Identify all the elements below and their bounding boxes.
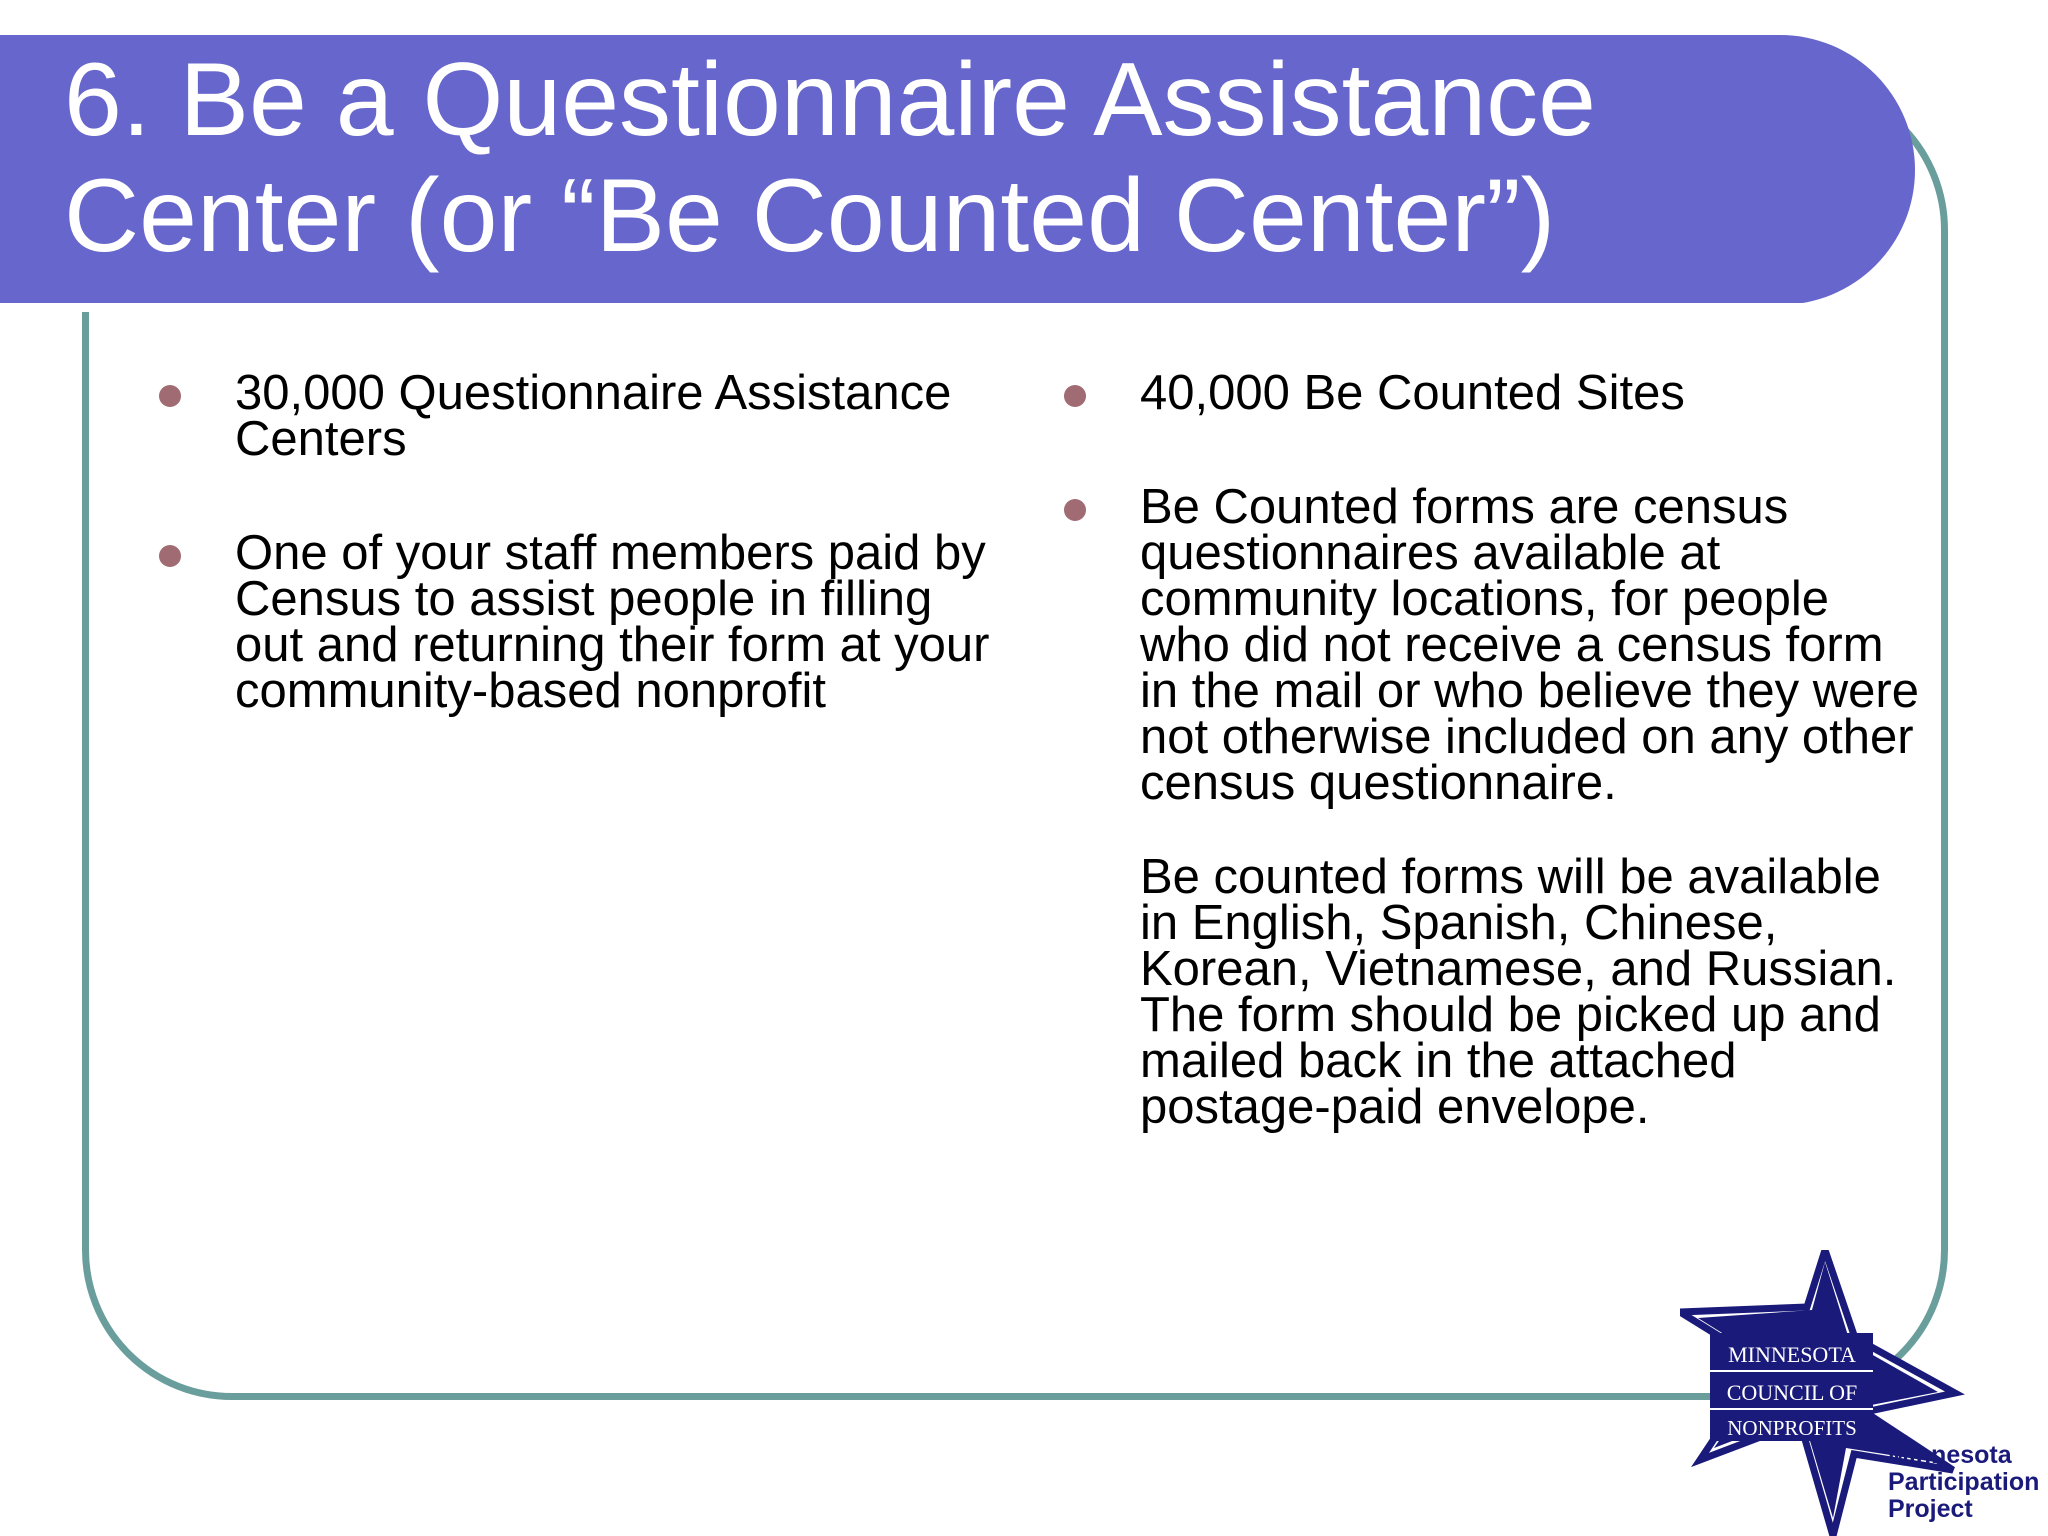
bullet-paragraph: Be counted forms will be available in English, Spanish, Chinese, Korean, Vietnamese, and Russian. The form should be picked up and mailed back in the attached postage-paid envelope. <box>1140 850 1897 1134</box>
logo-caption-line-1: Minnesota <box>1888 1441 2012 1469</box>
bullet-item <box>1060 366 1920 420</box>
right-column <box>1060 366 1920 1134</box>
logo-text-line-2: COUNCIL OF <box>1726 1380 1858 1405</box>
logo-caption-line-2: Participation <box>1888 1468 2040 1496</box>
bullet-dot-icon <box>1064 385 1086 407</box>
logo-text-line-1: MINNESOTA <box>1728 1342 1856 1367</box>
title-line-2: Center (or “Be Counted Center”) <box>64 158 1556 274</box>
logo-caption-line-3: Project <box>1888 1495 1973 1523</box>
bullet-text: Be Counted forms are census questionnaires available at community locations, for people who did not receive a census form in the mail or who believe they were not otherwise included on any other census questionnaire. <box>1140 480 1919 810</box>
left-column <box>155 366 1005 782</box>
logo-text-line-3: NONPROFITS <box>1727 1416 1857 1440</box>
bullet-item <box>155 366 1005 466</box>
title-underline <box>0 303 1812 312</box>
bullet-item <box>155 526 1005 718</box>
logo-caption <box>1888 1442 2039 1523</box>
bullet-dot-icon <box>1064 499 1086 521</box>
slide-title <box>64 42 1844 274</box>
bullet-text: 40,000 Be Counted Sites <box>1140 366 1685 420</box>
bullet-text: 30,000 Questionnaire Assistance Centers <box>235 366 952 466</box>
bullet-dot-icon <box>159 545 181 567</box>
bullet-text: One of your staff members paid by Census to assist people in filling out and returning their form at your community-based nonprofit <box>235 526 990 718</box>
bullet-dot-icon <box>159 385 181 407</box>
title-line-1: 6. Be a Questionnaire Assistance <box>64 42 1597 158</box>
bullet-item <box>1060 480 1920 810</box>
